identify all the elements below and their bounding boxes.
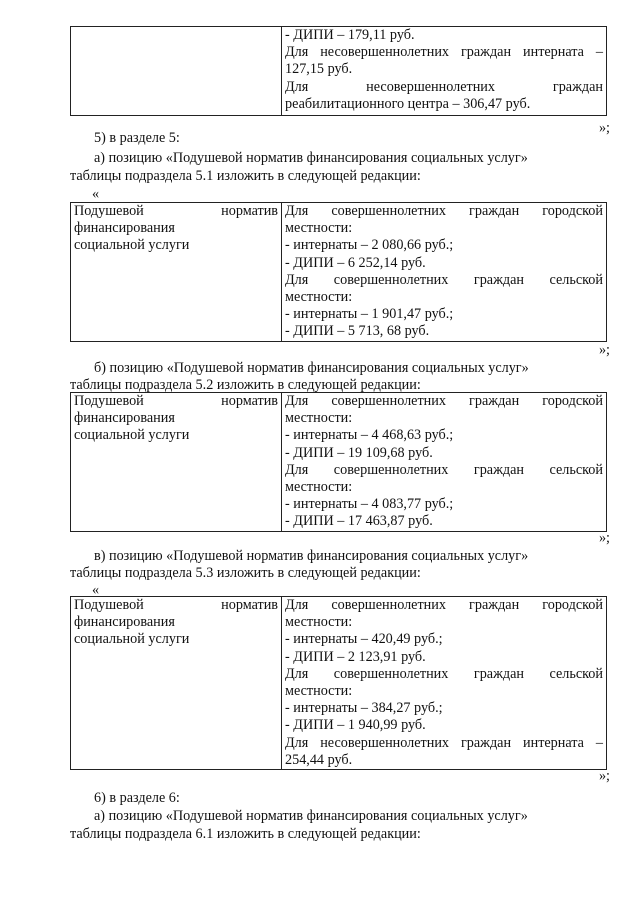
cell-text-line: - ДИПИ – 2 123,91 руб. [285, 648, 426, 665]
cell-text-line: местности: [285, 220, 353, 237]
section-6-heading: 6) в разделе 6: [94, 790, 180, 806]
table-cell-right [282, 597, 607, 770]
table-subsection-5-3 [70, 596, 607, 770]
table-subsection-5-2 [70, 392, 607, 532]
cell-text-line: Для совершеннолетних граждан сельской [285, 461, 603, 478]
cell-text-line: местности: [285, 479, 353, 496]
cell-text-line: Для несовершеннолетних граждан интерната – [285, 734, 603, 751]
paragraph-5a-line1: а) позицию «Подушевой норматив финансирования социальных услуг» [94, 150, 528, 166]
cell-text-line: социальной услуги [74, 631, 190, 648]
cell-text-line: - интернаты – 1 901,47 руб.; [285, 306, 454, 323]
cell-text-line: - ДИПИ – 17 463,87 руб. [285, 513, 433, 530]
table-cell-right [282, 27, 607, 116]
paragraph-5b-line2: таблицы подраздела 5.2 изложить в следующей редакции: [70, 377, 421, 393]
cell-text-line: Для совершеннолетних граждан городской [285, 203, 603, 219]
paragraph-5c-line2: таблицы подраздела 5.3 изложить в следующей редакции: [70, 565, 421, 581]
table-cell-left [71, 203, 282, 342]
cell-text-line: социальной услуги [74, 237, 190, 254]
cell-text-line: Для несовершеннолетних граждан [285, 78, 603, 95]
paragraph-6a-line2: таблицы подраздела 6.1 изложить в следующей редакции: [70, 826, 421, 842]
cell-text-line: финансирования [74, 614, 175, 631]
table-cell-left [71, 597, 282, 770]
cell-text-line: Подушевой норматив [74, 203, 278, 219]
table-cell-left [71, 27, 282, 116]
table-continuation [70, 26, 607, 116]
cell-text-line: - интернаты – 2 080,66 руб.; [285, 237, 454, 254]
cell-text-line: Для совершеннолетних граждан городской [285, 597, 603, 613]
cell-text-line: финансирования [74, 410, 175, 427]
cell-text-line: - ДИПИ – 179,11 руб. [285, 27, 415, 43]
cell-text-line: 254,44 руб. [285, 751, 353, 768]
cell-text-line: - интернаты – 4 083,77 руб.; [285, 496, 454, 513]
cell-text-line: - ДИПИ – 5 713, 68 руб. [285, 323, 430, 340]
cell-text-line: Подушевой норматив [74, 393, 278, 409]
cell-text-line: реабилитационного центра – 306,47 руб. [285, 95, 531, 112]
paragraph-5c-line1: в) позицию «Подушевой норматив финансирования социальных услуг» [94, 548, 529, 564]
opening-quote: « [92, 186, 100, 202]
closing-quote: »; [598, 120, 610, 136]
cell-text-line: Для совершеннолетних граждан сельской [285, 271, 603, 288]
table-cell-right [282, 203, 607, 342]
cell-text-line: местности: [285, 614, 353, 631]
cell-text-line: местности: [285, 683, 353, 700]
table-cell-left [71, 393, 282, 532]
cell-text-line: 127,15 руб. [285, 61, 353, 78]
cell-text-line: местности: [285, 289, 353, 306]
cell-text-line: Для совершеннолетних граждан городской [285, 393, 603, 409]
cell-text-line: - ДИПИ – 19 109,68 руб. [285, 444, 433, 461]
closing-quote: »; [598, 768, 610, 784]
cell-text-line: социальной услуги [74, 427, 190, 444]
cell-text-line: - ДИПИ – 1 940,99 руб. [285, 717, 426, 734]
table-cell-right [282, 393, 607, 532]
cell-text-line: местности: [285, 410, 353, 427]
paragraph-5a-line2: таблицы подраздела 5.1 изложить в следующей редакции: [70, 168, 421, 184]
table-subsection-5-1 [70, 202, 607, 342]
cell-text-line: - интернаты – 384,27 руб.; [285, 700, 443, 717]
closing-quote: »; [598, 530, 610, 546]
closing-quote: »; [598, 342, 610, 358]
cell-text-line: Для совершеннолетних граждан сельской [285, 665, 603, 682]
cell-text-line: - интернаты – 420,49 руб.; [285, 631, 443, 648]
cell-text-line: - интернаты – 4 468,63 руб.; [285, 427, 454, 444]
cell-text-line: Подушевой норматив [74, 597, 278, 613]
cell-text-line: - ДИПИ – 6 252,14 руб. [285, 254, 426, 271]
opening-quote: « [92, 582, 100, 598]
section-5-heading: 5) в разделе 5: [94, 130, 180, 146]
cell-text-line: финансирования [74, 220, 175, 237]
paragraph-6a-line1: а) позицию «Подушевой норматив финансирования социальных услуг» [94, 808, 528, 824]
paragraph-5b-line1: б) позицию «Подушевой норматив финансирования социальных услуг» [94, 360, 529, 376]
cell-text-line: Для несовершеннолетних граждан интерната – [285, 44, 603, 61]
